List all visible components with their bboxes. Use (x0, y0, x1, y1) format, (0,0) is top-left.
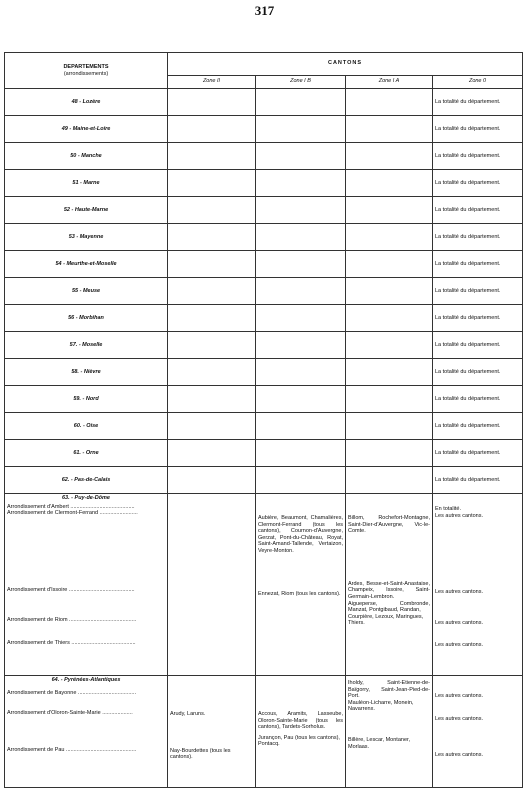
department-zone-0-cell: La totalité du département. (433, 116, 523, 143)
department-zone-1b-cell (256, 467, 346, 494)
department-zone-1b-cell (256, 332, 346, 359)
department-name: 59. - Nord (5, 386, 168, 413)
department-zone-1a-cell (346, 332, 433, 359)
department-zone-2-cell (168, 305, 256, 332)
pyrenees-arrondissements (5, 676, 168, 788)
zone-1b-header: Zone I B (256, 75, 346, 89)
department-zone-0-cell: La totalité du département. (433, 278, 523, 305)
puy-de-dome-zone-2 (168, 494, 256, 676)
department-zone-2-cell (168, 251, 256, 278)
department-name: 50 - Manche (5, 143, 168, 170)
department-name: 54 - Meurthe-et-Moselle (5, 251, 168, 278)
department-zone-0-cell: La totalité du département. (433, 305, 523, 332)
thiers-zone-1a: Courpière, Lezoux, Maringues, Thiers. (348, 613, 424, 627)
department-row (5, 413, 523, 440)
cantons-header: CANTONS (168, 53, 523, 76)
department-zone-1b-cell (256, 89, 346, 116)
zone-2-header: Zone II (168, 75, 256, 89)
department-name: 53 - Mayenne (5, 224, 168, 251)
arr-riom: Arrondissement de Riom ............................................ (7, 617, 137, 624)
department-row (5, 116, 523, 143)
department-name: 55 - Meuse (5, 278, 168, 305)
departements-header (5, 53, 168, 89)
puy-de-dome-title: 63. - Puy-de-Dôme (62, 495, 110, 501)
arr-clermont: Arrondissement de Clermont-Ferrand ......................... (7, 510, 138, 517)
department-zone-1a-cell (346, 386, 433, 413)
department-zone-1b-cell (256, 386, 346, 413)
puy-de-dome-zone-1a (346, 494, 433, 676)
department-zone-1a-cell (346, 278, 433, 305)
department-zone-0-cell: La totalité du département. (433, 332, 523, 359)
department-zone-1b-cell (256, 116, 346, 143)
pyrenees-zone-0 (433, 676, 523, 788)
ambert-zone-0: En totalité. (435, 506, 461, 512)
department-zone-1a-cell (346, 359, 433, 386)
department-row (5, 143, 523, 170)
department-zone-0-cell: La totalité du département. (433, 197, 523, 224)
department-row (5, 305, 523, 332)
pyrenees-zone-2 (168, 676, 256, 788)
department-zone-2-cell (168, 197, 256, 224)
department-zone-2-cell (168, 170, 256, 197)
department-zone-1a-cell (346, 440, 433, 467)
bayonne-zone-1a: Iholdy, Saint-Etienne-de-Baïgorry, Saint-Jean-Pied-de-Port. (348, 680, 430, 700)
riom-zone-0: Les autres cantons. (435, 619, 484, 626)
department-row (5, 332, 523, 359)
department-zone-0-cell: La totalité du département. (433, 143, 523, 170)
department-name: 58. - Nièvre (5, 359, 168, 386)
department-zone-2-cell (168, 386, 256, 413)
department-zone-2-cell (168, 332, 256, 359)
department-name: 60. - Oise (5, 413, 168, 440)
departements-header-subtitle: (arrondissements) (63, 70, 109, 77)
issoire-zone-0: Les autres cantons. (435, 589, 484, 596)
department-zone-1a-cell (346, 467, 433, 494)
department-row (5, 224, 523, 251)
arr-oloron: Arrondissement d'Oloron-Sainte-Marie .................... (7, 710, 133, 717)
department-name: 51 - Marne (5, 170, 168, 197)
zone-1a-header: Zone I A (346, 75, 433, 89)
puy-de-dome-block (5, 494, 523, 676)
department-row (5, 359, 523, 386)
department-zone-0-cell: La totalité du département. (433, 359, 523, 386)
department-zone-1b-cell (256, 224, 346, 251)
puy-de-dome-arrondissements (5, 494, 168, 676)
department-zone-1a-cell (346, 89, 433, 116)
department-row (5, 197, 523, 224)
arr-ambert: Arrondissement d'Ambert .......................................... (7, 503, 135, 510)
pau-zone-1b: Jurançon, Pau (tous les cantons), Pontacq. (258, 734, 340, 748)
departements-header-title: DÉPARTEMENTS (63, 63, 109, 70)
department-zone-1b-cell (256, 359, 346, 386)
oloron-zone-1b: Accous, Aramits, Lasseube, Oloron-Sainte-Marie (tous les cantons), Tardets-Sorholus. (258, 711, 343, 731)
department-zone-1b-cell (256, 305, 346, 332)
department-zone-2-cell (168, 278, 256, 305)
clermont-zone-0: Les autres cantons. (435, 512, 484, 519)
oloron-zone-0: Les autres cantons. (435, 715, 484, 722)
bayonne-zone-0: Les autres cantons. (435, 693, 484, 699)
department-row (5, 278, 523, 305)
pyrenees-title: 64. - Pyrénées-Atlantiques (51, 677, 121, 683)
arr-pau: Arrondissement de Pau .............................................. (7, 746, 137, 753)
department-zone-0-cell: La totalité du département. (433, 440, 523, 467)
department-zone-1b-cell (256, 440, 346, 467)
department-zone-2-cell (168, 143, 256, 170)
department-zone-1b-cell (256, 143, 346, 170)
pau-zone-2: Nay-Bourdettes (tous les cantons). (170, 747, 231, 761)
department-row (5, 386, 523, 413)
riom-zone-1a: Aigueperse, Combronde, Manzat, Pontgibaud, Randan, (348, 600, 430, 614)
department-name: 62. - Pas-de-Calais (5, 467, 168, 494)
department-row (5, 440, 523, 467)
arr-bayonne: Arrondissement de Bayonne ...................................... (7, 689, 136, 696)
department-zone-0-cell: La totalité du département. (433, 251, 523, 278)
pau-zone-0: Les autres cantons. (435, 752, 484, 759)
department-zone-2-cell (168, 359, 256, 386)
puy-de-dome-zone-1b (256, 494, 346, 676)
department-zone-0-cell: La totalité du département. (433, 170, 523, 197)
department-zone-1a-cell (346, 305, 433, 332)
department-zone-1b-cell (256, 413, 346, 440)
department-zone-0-cell: La totalité du département. (433, 467, 523, 494)
department-row (5, 467, 523, 494)
oloron-zone-2: Arudy, Laruns. (170, 711, 206, 717)
clermont-zone-1b: Aubière, Beaumont, Chamalières, Clermont-Ferrand (tous les cantons), Cournon-d'Auvergne, Gerzat, Pont-du-Château, Royat, Saint-Amand-Tallende, Vertaizon, Veyre-Monton. (258, 515, 343, 554)
department-zone-1a-cell (346, 170, 433, 197)
department-zone-1a-cell (346, 197, 433, 224)
oloron-zone-1a: Mauléon-Licharre, Monein, Navarrenx. (348, 699, 414, 713)
department-zone-2-cell (168, 413, 256, 440)
department-row (5, 170, 523, 197)
department-zone-2-cell (168, 89, 256, 116)
department-zone-2-cell (168, 440, 256, 467)
department-zone-1b-cell (256, 278, 346, 305)
clermont-zone-1a: Billom, Rochefort-Montagne, Saint-Dier-d'Auvergne, Vic-le-Comte. (348, 515, 430, 535)
department-zone-0-cell: La totalité du département. (433, 413, 523, 440)
thiers-zone-0: Les autres cantons. (435, 642, 484, 649)
department-zone-2-cell (168, 224, 256, 251)
department-zone-1b-cell (256, 251, 346, 278)
department-row (5, 89, 523, 116)
department-zone-1a-cell (346, 251, 433, 278)
department-zone-1a-cell (346, 413, 433, 440)
pyrenees-zone-1b (256, 676, 346, 788)
department-zone-1a-cell (346, 224, 433, 251)
arr-thiers: Arrondissement de Thiers .......................................... (7, 639, 136, 646)
department-row (5, 251, 523, 278)
arr-issoire: Arrondissement d'Issoire ........................................... (7, 586, 135, 593)
page-number: 317 (254, 3, 275, 18)
department-name: 49 - Maine-et-Loire (5, 116, 168, 143)
department-zone-0-cell: La totalité du département. (433, 386, 523, 413)
riom-zone-1b: Ennezat, Riom (tous les cantons). (258, 590, 341, 597)
department-name: 48 - Lozère (5, 89, 168, 116)
department-name: 57. - Moselle (5, 332, 168, 359)
department-zone-2-cell (168, 116, 256, 143)
zone-0-header: Zone 0 (433, 75, 523, 89)
department-zone-1a-cell (346, 116, 433, 143)
department-zone-0-cell: La totalité du département. (433, 224, 523, 251)
pyrenees-zone-1a (346, 676, 433, 788)
department-name: 52 - Haute-Marne (5, 197, 168, 224)
pau-zone-1a: Billère, Lescar, Montaner, Morlaas. (348, 736, 411, 750)
pyrenees-block (5, 676, 523, 788)
department-zone-2-cell (168, 467, 256, 494)
department-name: 61. - Orne (5, 440, 168, 467)
department-zone-1b-cell (256, 197, 346, 224)
puy-de-dome-zone-0 (433, 494, 523, 676)
issoire-zone-1a: Ardes, Besse-et-Saint-Anastaise, Champeix, Issoire, Saint-Germain-Lembron. (348, 580, 430, 600)
department-zone-0-cell: La totalité du département. (433, 89, 523, 116)
department-zone-1b-cell (256, 170, 346, 197)
cantons-table (4, 52, 523, 788)
department-zone-1a-cell (346, 143, 433, 170)
department-name: 56 - Morbihan (5, 305, 168, 332)
